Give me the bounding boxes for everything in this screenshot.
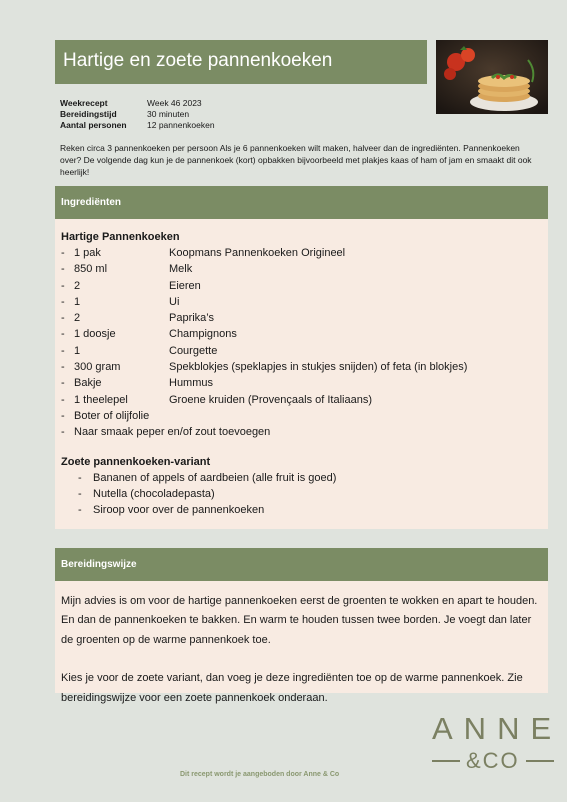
sweet-ingredient-text: Nutella (chocoladepasta) [93,487,215,500]
ingredient-quantity: 1 pak [74,247,101,259]
recipe-title: Hartige en zoete pannenkoeken [55,40,427,84]
ingredient-row [61,343,548,359]
sweet-list [61,470,548,519]
ingredient-quantity: 2 [74,312,81,325]
ingredient-row [61,359,548,375]
meta-week [60,98,215,109]
sweet-ingredient-text: Bananen of appels of aardbeien (alle fruit is goed) [93,471,337,484]
meta-label: Weekrecept [60,98,108,108]
ingredient-item: Ui [169,295,180,308]
bullet-dash: - [61,295,65,308]
ingredient-row [61,375,548,391]
intro-text: Reken circa 3 pannenkoeken per persoon Als je 6 pannenkoeken wilt maken, halveer dan de ingrediënten. Pannenkoeken over? De volgende dag kun je de pannenkoek (kort) opbakken bijvoorbeeld met plakjes kaas of ham of jam en smaakt dit ook heerlijk! [60,143,532,177]
bullet-dash: - [61,409,65,422]
pancake-photo [436,40,548,114]
ingredient-quantity: 2 [74,279,81,292]
ingredient-row [61,392,548,408]
method-panel [55,581,548,704]
ingredient-quantity: 300 gram [74,361,121,374]
ingredient-item: Champignons [169,328,237,341]
ingredients-heading: Ingrediënten [55,186,548,219]
ingredients-panel [55,219,548,529]
logo-bottom [432,748,544,774]
ingredient-row [61,245,548,261]
bullet-dash: - [78,487,82,500]
bullet-dash: - [78,471,82,484]
ingredient-row [61,424,548,440]
bullet-dash: - [61,361,65,374]
ingredient-item: Groene kruiden (Provençaals of Italiaans) [169,393,372,406]
ingredient-quantity: 1 [74,344,81,357]
logo-top-text: ANNE [432,711,563,746]
method-paragraph: Mijn advies is om voor de hartige pannenkoeken eerst de groenten te wokken en apart te houden. En dan de pannenkoeken te bakken. En warm te houden tussen twee borden. Je voegt dan later de groenten op de warme pannenkoek toe. [61,595,538,646]
ingredient-quantity: 1 [74,295,81,308]
sweet-ingredient-text: Siroop voor over de pannenkoeken [93,504,265,517]
meta-value: 12 pannenkoeken [147,120,215,130]
logo-line [432,760,460,762]
bullet-dash: - [61,312,65,325]
bullet-dash: - [61,426,65,439]
ingredient-item: Hummus [169,377,214,390]
meta-value: 30 minuten [147,109,190,119]
ingredient-item: Koopmans Pannenkoeken Origineel [169,247,346,259]
meta-label: Aantal personen [60,120,127,130]
savory-title: Hartige Pannenkoeken [61,231,180,243]
bullet-dash: - [61,328,65,341]
ingredient-item: Melk [169,263,193,276]
method-paragraph: Kies je voor de zoete variant, dan voeg je deze ingrediënten toe op de warme pannenkoek. Zie bereidingswijze voor een zoete pannenkoek onderaan. [61,672,523,704]
meta-time [60,109,215,120]
logo-line [526,760,554,762]
recipe-meta [60,98,215,131]
ingredient-item: Courgette [169,344,218,357]
ingredient-row [61,278,548,294]
sweet-ingredient-row [61,502,548,518]
bullet-dash: - [61,344,65,357]
bullet-dash: - [78,504,82,517]
ingredient-row [61,261,548,277]
meta-persons [60,120,215,131]
ingredient-quantity: Boter of olijfolie [74,409,150,422]
ingredient-quantity: 1 theelepel [74,393,128,406]
logo-bottom-text: &CO [466,748,520,773]
bullet-dash: - [61,377,65,390]
bullet-dash: - [61,247,65,259]
ingredient-item: Spekblokjes (speklapjes in stukjes snijden) of feta (in blokjes) [169,361,468,374]
bullet-dash: - [61,263,65,276]
footer-text: Dit recept wordt je aangeboden door Anne & Co [180,771,340,778]
anne-co-logo [432,711,563,774]
ingredient-quantity: Bakje [74,377,102,390]
ingredient-row [61,326,548,342]
ingredient-row [61,310,548,326]
ingredient-quantity: 850 ml [74,263,108,276]
savory-list [61,245,548,441]
bullet-dash: - [61,279,65,292]
method-heading: Bereidingswijze [55,548,548,581]
sweet-ingredient-row [61,470,548,486]
meta-value: Week 46 2023 [147,98,202,108]
ingredient-item: Paprika’s [169,312,215,325]
sweet-title: Zoete pannenkoeken-variant [61,455,211,468]
ingredient-quantity: 1 doosje [74,328,116,341]
sweet-ingredient-row [61,486,548,502]
ingredient-row [61,294,548,310]
ingredient-item: Eieren [169,279,201,292]
ingredient-quantity: Naar smaak peper en/of zout toevoegen [74,426,271,439]
ingredient-row [61,408,548,424]
bullet-dash: - [61,393,65,406]
meta-label: Bereidingstijd [60,109,117,119]
